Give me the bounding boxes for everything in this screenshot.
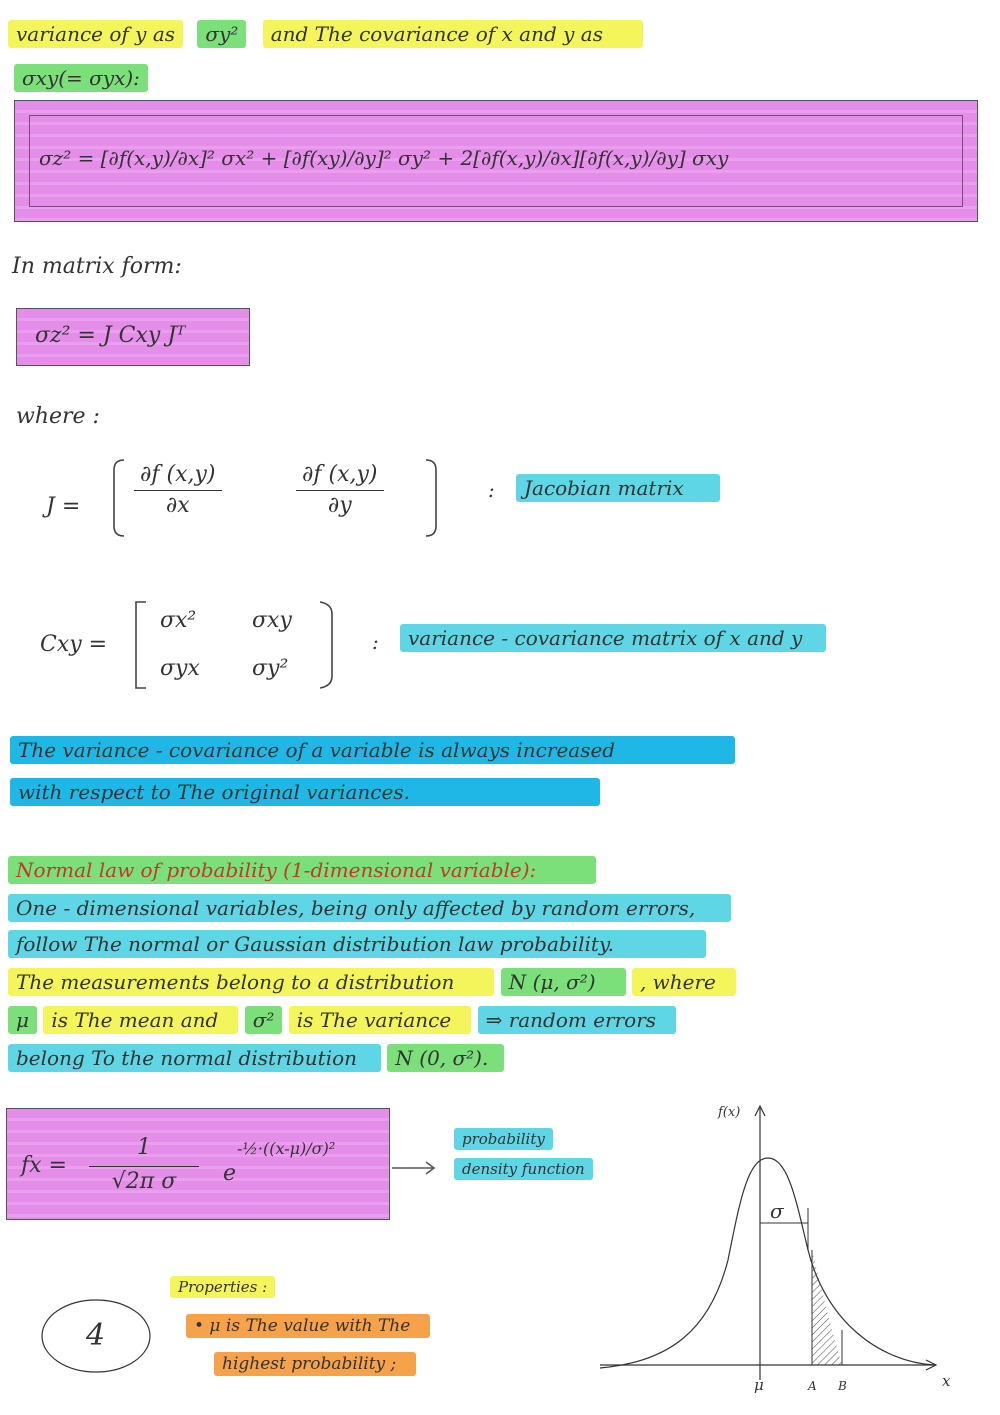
where-label: where : — [16, 404, 100, 429]
error-propagation-formula: σz² = [∂f(x,y)/∂x]² σx² + [∂f(xy)/∂y]² σy² + 2[∂f(x,y)/∂x][∂f(x,y)/∂y] σxy — [39, 146, 729, 170]
sigma-xy: σxy(= σyx): — [14, 64, 148, 92]
normal-law-p4: μ is The mean and σ² is The variance ⇒ random errors — [8, 1008, 676, 1032]
jacobian-entry-1 — [134, 462, 222, 518]
bell-curve — [600, 1158, 935, 1368]
jacobian-e2-num: ∂f (x,y) — [296, 462, 384, 491]
sigma-squared: σ² — [245, 1006, 283, 1034]
intro-text-a: variance of y as — [8, 20, 183, 48]
jacobian-entry-2 — [296, 462, 384, 518]
pdf-formula-box — [6, 1108, 390, 1220]
distribution-n-0-sigma: N (0, σ²). — [387, 1044, 504, 1072]
intro-line-2 — [14, 66, 148, 90]
properties-bullet-2: highest probability ; — [214, 1354, 416, 1374]
cov-matrix-bracket-left — [132, 600, 148, 690]
normal-law-p5: belong To the normal distribution N (0, σ²). — [8, 1046, 504, 1070]
y-axis-label: f(x) — [718, 1105, 741, 1120]
a-label: A — [808, 1379, 817, 1393]
cov-a11: σx² — [160, 608, 197, 633]
mu-symbol: μ — [8, 1006, 37, 1034]
jacobian-colon: : — [488, 478, 495, 502]
page-number: 4 — [86, 1318, 106, 1353]
jacobian-bracket-right — [424, 458, 440, 538]
sigma-y-squared: σy² — [197, 20, 246, 48]
pdf-num: 1 — [89, 1135, 199, 1167]
cov-colon: : — [372, 630, 379, 654]
pdf-fraction — [89, 1135, 199, 1194]
jacobian-lhs: J = — [46, 494, 81, 519]
error-propagation-formula-box — [14, 100, 978, 222]
pdf-arrow — [390, 1158, 440, 1178]
jacobian-note: Jacobian matrix — [516, 476, 720, 500]
normal-law-p2: follow The normal or Gaussian distribution law probability. — [8, 932, 706, 956]
x-axis-label: x — [942, 1372, 951, 1390]
cov-note: variance - covariance matrix of x and y — [400, 626, 826, 650]
normal-law-p1: One - dimensional variables, being only affected by random errors, — [8, 896, 731, 920]
cov-matrix-bracket-right — [318, 600, 336, 690]
properties-label: Properties : — [170, 1278, 275, 1296]
intro-text-b: and The covariance of x and y as — [263, 20, 643, 48]
matrix-form-formula: σz² = J Cxy Jᵀ — [35, 323, 186, 348]
normal-law-heading: Normal law of probability (1-dimensional variable): — [8, 858, 596, 882]
normal-law-p3: The measurements belong to a distribution N (μ, σ²) , where — [8, 970, 736, 994]
jacobian-e2-den: ∂y — [327, 493, 352, 518]
cov-a12: σxy — [252, 608, 292, 633]
pdf-lhs: fx = — [21, 1153, 67, 1178]
pdf-exp-base: e — [223, 1161, 237, 1186]
sigma-label: σ — [770, 1199, 784, 1223]
matrix-form-label: In matrix form: — [12, 254, 182, 279]
cov-a21: σyx — [160, 656, 200, 681]
pdf-note-2: density function — [454, 1160, 593, 1178]
matrix-form-box — [16, 308, 250, 366]
pdf-den: √2π σ — [111, 1169, 177, 1194]
jacobian-e1-den: ∂x — [165, 493, 190, 518]
properties-bullet-1: • μ is The value with The — [186, 1316, 430, 1336]
mu-label: μ — [754, 1376, 764, 1394]
jacobian-e1-num: ∂f (x,y) — [134, 462, 222, 491]
cov-matrix-lhs: Cxy = — [40, 632, 108, 657]
pdf-note-1: probability — [454, 1130, 553, 1148]
distribution-n-mu-sigma: N (μ, σ²) — [501, 968, 626, 996]
pdf-exponent: -½·((x-μ)/σ)² — [237, 1139, 336, 1158]
intro-line-1 — [8, 22, 643, 46]
jacobian-bracket-left — [110, 458, 126, 538]
statement-line-2: with respect to The original variances. — [10, 780, 600, 804]
cov-a22: σy² — [252, 656, 289, 681]
hatched-area-a-b — [812, 1250, 842, 1365]
gaussian-graph — [590, 1090, 970, 1400]
b-label: B — [838, 1379, 847, 1393]
statement-line-1: The variance - covariance of a variable is always increased — [10, 738, 735, 762]
